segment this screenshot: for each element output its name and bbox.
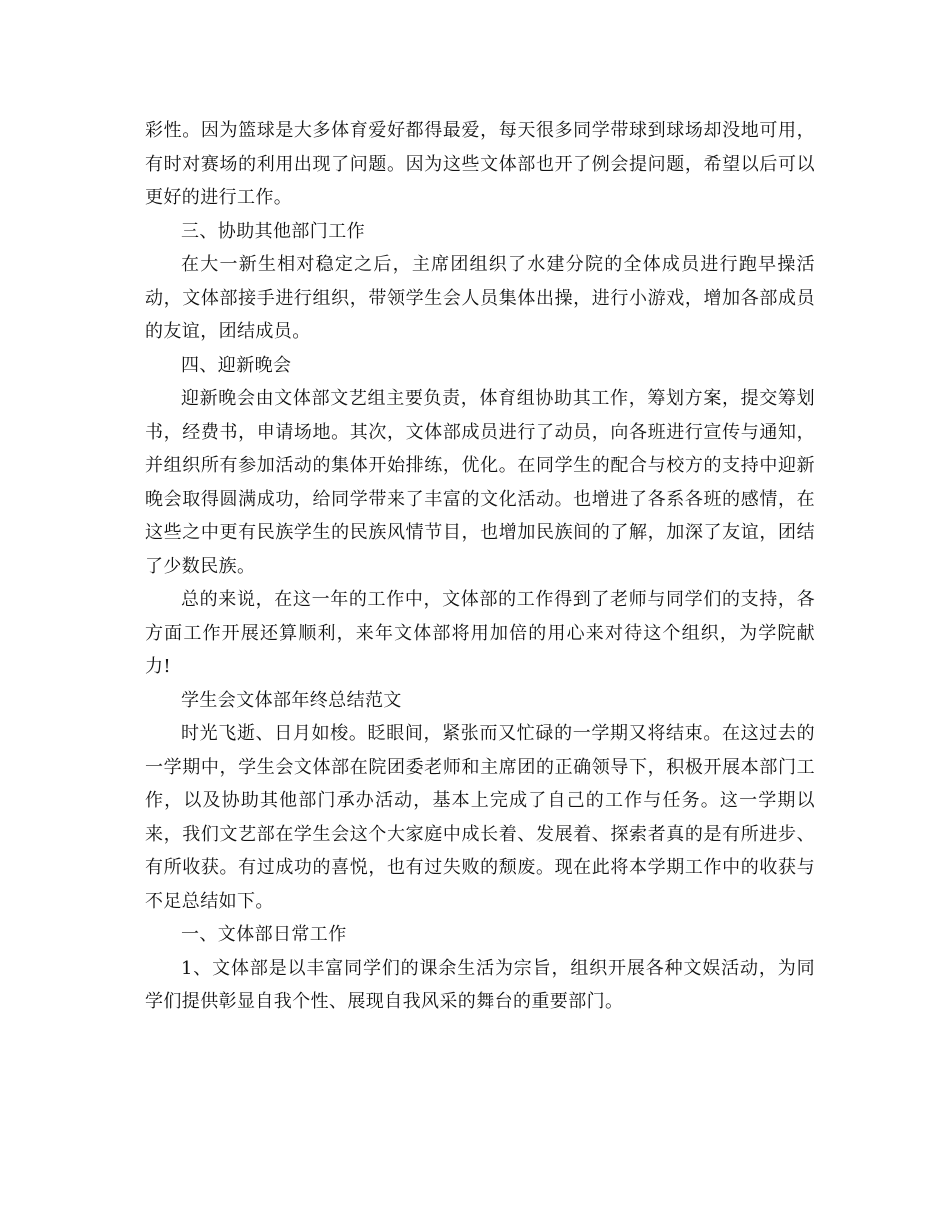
document-title: 学生会文体部年终总结范文 [181, 689, 402, 711]
paragraph: 在大一新生相对稳定之后，主席团组织了水建分院的全体成员进行跑早操活动，文体部接手进行组织，带领学生会人员集体出操，进行小游戏，增加各部成员的友谊，团结成员。 [145, 254, 815, 342]
paragraph: 总的来说，在这一年的工作中，文体部的工作得到了老师与同学们的支持，各方面工作开展还算顺利，来年文体部将用加倍的用心来对待这个组织，为学院献力! [145, 589, 815, 677]
paragraph: 彩性。因为篮球是大多体育爱好都得最爱，每天很多同学带球到球场却没地可用，有时对赛场的利用出现了问题。因为这些文体部也开了例会提问题，希望以后可以更好的进行工作。 [145, 120, 815, 208]
paragraph: 迎新晚会由文体部文艺组主要负责，体育组协助其工作，筹划方案，提交筹划书，经费书，申请场地。其次，文体部成员进行了动员，向各班进行宣传与通知，并组织所有参加活动的集体开始排练，优化。在同学生的配合与校方的支持中迎新晚会取得圆满成功，给同学带来了丰富的文化活动。也增进了各系各班的感情，在这些之中更有民族学生的民族风情节目，也增加民族间的了解，加深了友谊，团结了少数民族。 [145, 388, 815, 577]
section-heading: 四、迎新晚会 [181, 354, 292, 376]
paragraph: 时光飞逝、日月如梭。眨眼间，紧张而又忙碌的一学期又将结束。在这过去的一学期中，学生会文体部在院团委老师和主席团的正确领导下，积极开展本部门工作，以及协助其他部门承办活动，基本上完成了自己的工作与任务。这一学期以来，我们文艺部在学生会这个大家庭中成长着、发展着、探索者真的是有所进步、有所收获。有过成功的喜悦，也有过失败的颓废。现在此将本学期工作中的收获与不足总结如下。 [145, 723, 815, 912]
paragraph: 1、文体部是以丰富同学们的课余生活为宗旨，组织开展各种文娱活动，为同学们提供彰显自我个性、展现自我风采的舞台的重要部门。 [145, 957, 815, 1012]
section-heading: 三、协助其他部门工作 [181, 220, 365, 242]
document-body [145, 114, 815, 1019]
section-heading: 一、文体部日常工作 [181, 924, 347, 945]
